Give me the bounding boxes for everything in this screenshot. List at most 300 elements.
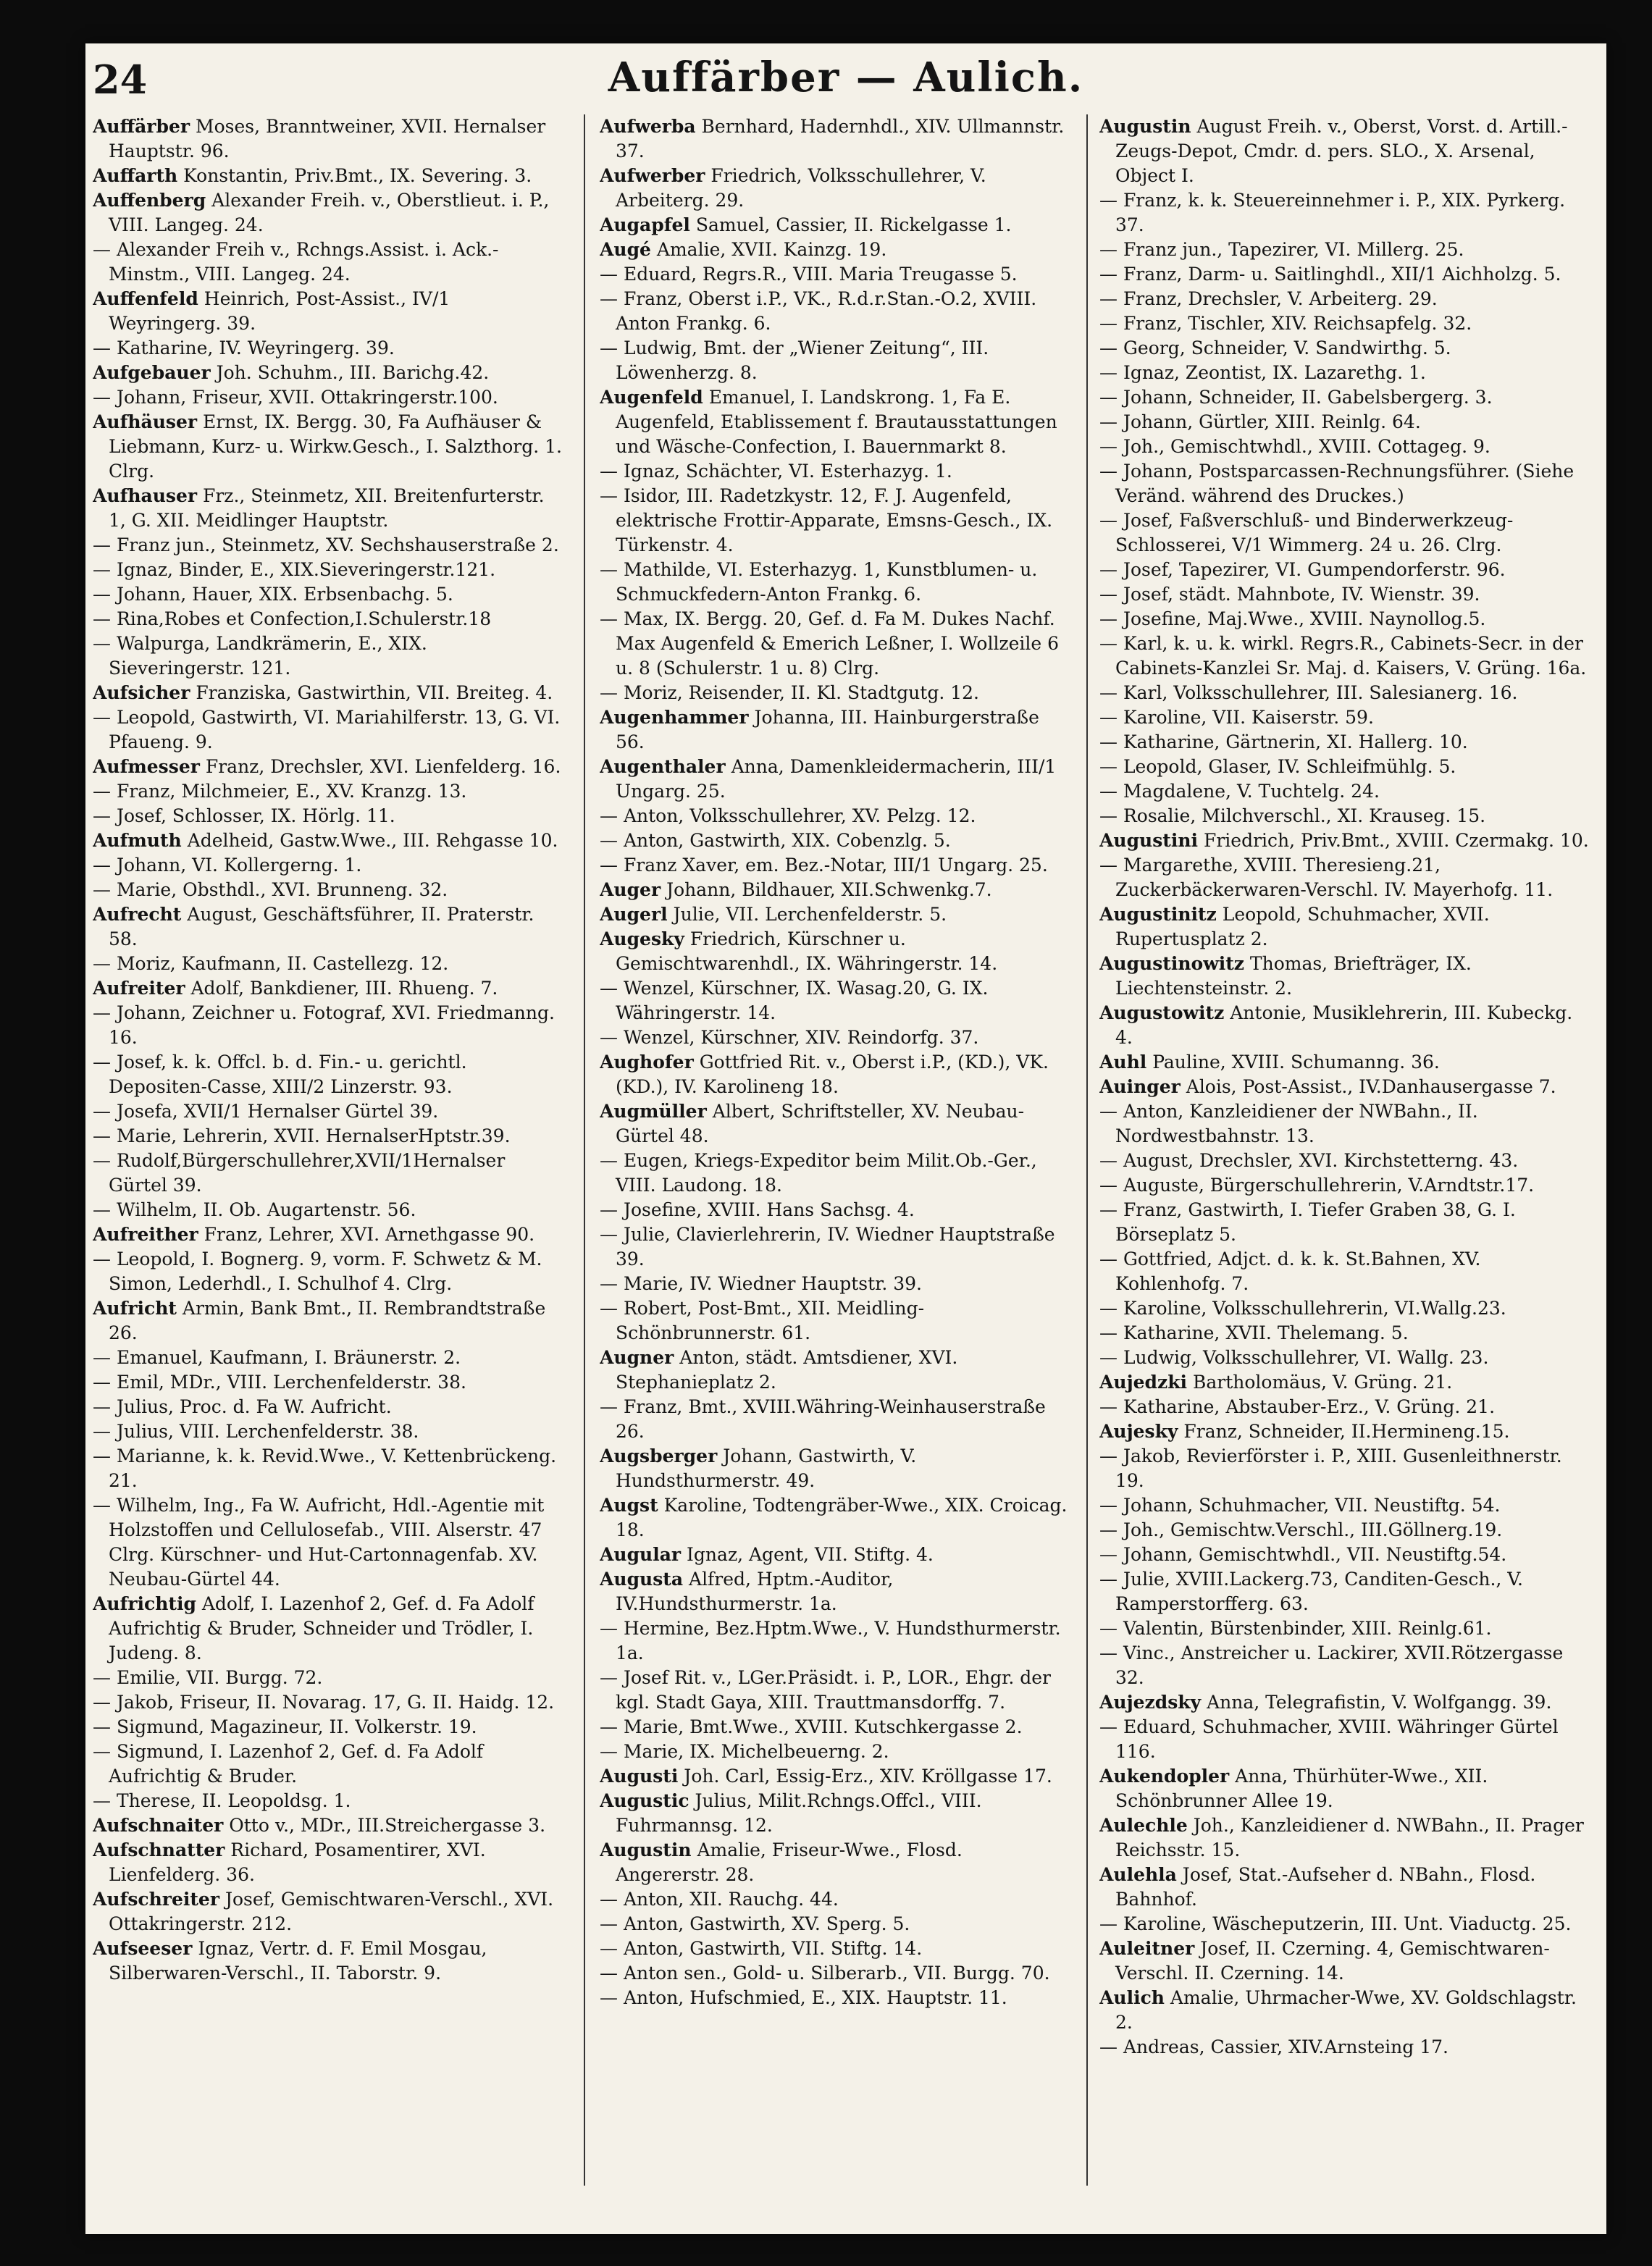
directory-entry [600,705,1070,755]
entry-text: — Ludwig, Bmt. der „Wiener Zeitung“, III. Löwenherzg. 8. [600,337,989,383]
entry-text: Leopold, Schuhmacher, XVII. Rupertusplatz 2. [1115,904,1490,949]
entry-text: Adelheid, Gastw.Wwe., III. Rehgasse 10. [181,830,558,851]
entry-text: — Eduard, Regrs.R., VIII. Maria Treugasse 5. [600,264,1018,285]
entry-text: — Emilie, VII. Burgg. 72. [93,1667,323,1688]
entry-text: — Franz, Tischler, XIV. Reichsapfelg. 32. [1099,313,1472,334]
directory-entry [93,976,563,1001]
entry-text: Franz, Schneider, II.Hermineng.15. [1178,1421,1510,1442]
directory-entry [1099,410,1592,435]
entry-text: — Julie, XVIII.Lackerg.73, Canditen-Gesch., V. Ramperstorfferg. 63. [1099,1569,1523,1614]
directory-entry [600,1543,1070,1567]
entry-text: Johann, Gastwirth, V. Hundsthurmerstr. 49. [616,1445,917,1491]
entry-surname: Aufgebauer [93,362,211,383]
entry-surname: Augesky [600,928,684,949]
entry-text: Thomas, Briefträger, IX. Liechtensteinstr. 2. [1115,953,1472,999]
entry-text: — Johann, Schuhmacher, VII. Neustiftg. 54. [1099,1495,1501,1516]
directory-entry [1099,1149,1592,1173]
directory-entry [93,1198,563,1222]
entry-text: — Sigmund, I. Lazenhof 2, Gef. d. Fa Adolf Aufrichtig & Bruder. [93,1741,484,1787]
directory-entry [1099,1641,1592,1690]
page-header [85,43,1606,112]
entry-text: — Josef, Schlosser, IX. Hörlg. 11. [93,805,395,826]
entry-surname: Aukendopler [1099,1766,1230,1787]
entry-text: — Andreas, Cassier, XIV.Arnsteing 17. [1099,2036,1448,2057]
directory-entry [93,607,563,631]
entry-text: — Josefine, Maj.Wwe., XVIII. Naynollog.5. [1099,608,1486,629]
directory-entry [1099,311,1592,336]
column-1 [93,114,563,2215]
entry-text: — Josef, städt. Mahnbote, IV. Wienstr. 39. [1099,584,1480,605]
directory-entry [600,1222,1070,1272]
directory-entry [600,1025,1070,1050]
entry-text: — Margarethe, XVIII. Theresieng.21, Zuckerbäckerwaren-Verschl. IV. Mayerhofg. 11. [1099,855,1554,900]
directory-entry [600,878,1070,902]
directory-entry [600,1936,1070,1961]
directory-entry [93,1493,563,1592]
directory-entry [93,681,563,705]
directory-entry [600,1740,1070,1764]
directory-entry [93,631,563,681]
entry-text: — Julius, Proc. d. Fa W. Aufricht. [93,1396,392,1417]
entry-text: — Wenzel, Kürschner, IX. Wasag.20, G. IX. Währingerstr. 14. [600,978,989,1023]
directory-entry [93,1740,563,1789]
entry-text: Heinrich, Post-Assist., IV/1 Weyringerg. 39. [109,288,450,334]
entry-text: — Karoline, VII. Kaiserstr. 59. [1099,707,1374,728]
entry-surname: Auffarth [93,165,178,186]
directory-entry [93,484,563,533]
directory-entry [600,1666,1070,1715]
directory-entry [93,1789,563,1813]
directory-entry [93,114,563,164]
entry-surname: Aufreiter [93,978,185,999]
directory-entry [1099,1198,1592,1247]
directory-entry [93,361,563,385]
entry-text: — Franz jun., Tapezirer, VI. Millerg. 25. [1099,239,1464,260]
entry-text: Armin, Bank Bmt., II. Rembrandtstraße 26. [109,1298,546,1343]
entry-text: Julius, Milit.Rchngs.Offcl., VIII. Fuhrmannsg. 12. [616,1790,982,1836]
directory-entry [600,1296,1070,1346]
directory-entry [600,828,1070,853]
entry-surname: Augapfel [600,214,690,235]
directory-entry [93,238,563,287]
directory-columns [93,114,1596,2215]
directory-entry [1099,1616,1592,1641]
entry-text: — Rosalie, Milchverschl., XI. Krauseg. 15. [1099,805,1486,826]
entry-surname: Aujezdsky [1099,1692,1202,1713]
entry-text: — Karl, Volksschullehrer, III. Salesianerg. 16. [1099,682,1518,703]
entry-text: — Josef, Tapezirer, VI. Gumpendorferstr. 96. [1099,559,1506,580]
directory-entry [93,1222,563,1247]
entry-text: — Eduard, Schuhmacher, XVIII. Währinger Gürtel 116. [1099,1716,1559,1762]
directory-entry [1099,1370,1592,1395]
entry-surname: Augst [600,1495,658,1516]
entry-text: Josef, Stat.-Aufseher d. NBahn., Flosd. Bahnhof. [1115,1864,1536,1910]
directory-entry [600,976,1070,1025]
entry-text: — Anton sen., Gold- u. Silberarb., VII. Burgg. 70. [600,1963,1050,1984]
entry-surname: Augenthaler [600,756,726,777]
directory-entry [93,878,563,902]
directory-entry [93,410,563,484]
directory-entry [1099,1001,1592,1050]
entry-text: Karoline, Todtengräber-Wwe., XIX. Croicag. 18. [616,1495,1068,1540]
entry-text: — Marie, Lehrerin, XVII. HernalserHptstr.39. [93,1125,511,1146]
entry-text: Adolf, Bankdiener, III. Rhueng. 7. [185,978,498,999]
entry-text: — Franz, Oberst i.P., VK., R.d.r.Stan.-O.2, XVIII. Anton Frankg. 6. [600,288,1037,334]
directory-entry [1099,1912,1592,1936]
entry-text: — Moriz, Reisender, II. Kl. Stadtgutg. 12. [600,682,979,703]
directory-entry [600,1616,1070,1666]
entry-text: Bernhard, Hadernhdl., XIV. Ullmannstr. 37. [616,116,1065,161]
directory-entry [600,114,1070,164]
directory-entry [93,902,563,952]
entry-surname: Aufrecht [93,904,182,925]
entry-text: — Ignaz, Zeontist, IX. Lazarethg. 1. [1099,362,1426,383]
entry-text: Alois, Post-Assist., IV.Danhausergasse 7. [1180,1076,1556,1097]
entry-text: — Franz jun., Steinmetz, XV. Sechshauserstraße 2. [93,534,559,555]
directory-entry [1099,755,1592,779]
directory-entry [1099,1863,1592,1912]
directory-entry [1099,435,1592,459]
directory-entry [93,1001,563,1050]
entry-text: — Valentin, Bürstenbinder, XIII. Reinlg.61. [1099,1618,1492,1639]
entry-surname: Augé [600,239,651,260]
entry-text: — Joh., Gemischtw.Verschl., III.Göllnerg.19. [1099,1519,1503,1540]
directory-entry [1099,1075,1592,1099]
entry-text: Julie, VII. Lerchenfelderstr. 5. [667,904,947,925]
directory-entry [93,1149,563,1198]
entry-surname: Augmüller [600,1101,707,1122]
entry-text: Johanna, III. Hainburgerstraße 56. [616,707,1039,752]
entry-text: — Marie, Bmt.Wwe., XVIII. Kutschkergasse 2. [600,1716,1023,1737]
page-number: 24 [93,56,148,103]
directory-entry [600,213,1070,238]
entry-text: Johann, Bildhauer, XII.Schwenkg.7. [661,879,992,900]
entry-surname: Aufschreiter [93,1889,219,1910]
directory-entry [93,533,563,558]
entry-text: August Freih. v., Oberst, Vorst. d. Artill.-Zeugs-Depot, Cmdr. d. pers. SLO., X. Arsenal, Object I. [1115,116,1568,186]
directory-entry [1099,558,1592,582]
entry-text: — Rudolf,Bürgerschullehrer,XVII/1Hernalser Gürtel 39. [93,1150,506,1196]
directory-entry [1099,1764,1592,1813]
entry-text: — Marie, IV. Wiedner Hauptstr. 39. [600,1273,922,1294]
entry-text: Ignaz, Agent, VII. Stiftg. 4. [681,1544,934,1565]
entry-surname: Augerl [600,904,668,925]
directory-entry [93,828,563,853]
entry-surname: Aufhäuser [93,411,198,432]
entry-surname: Augustin [1099,116,1191,137]
entry-surname: Aufreither [93,1224,198,1245]
directory-entry [600,558,1070,607]
entry-text: — Franz, Darm- u. Saitlinghdl., XII/1 Aichholzg. 5. [1099,264,1561,285]
entry-text: — Karl, k. u. k. wirkl. Regrs.R., Cabinets-Secr. in der Cabinets-Kanzlei Sr. Maj. d. Kaisers, V. Grüng. 16a. [1099,633,1587,679]
entry-text: — Leopold, I. Bognerg. 9, vorm. F. Schwetz & M. Simon, Lederhdl., I. Schulhof 4. Clrg. [93,1249,542,1294]
entry-text: — Anton, Volksschullehrer, XV. Pelzg. 12. [600,805,976,826]
directory-entry [600,1838,1070,1887]
directory-entry [1099,582,1592,607]
entry-text: — Josefine, XVIII. Hans Sachsg. 4. [600,1199,915,1220]
directory-entry [600,927,1070,976]
entry-text: — Ignaz, Binder, E., XIX.Sieveringerstr.121. [93,559,496,580]
entry-text: — Anton, Kanzleidiener der NWBahn., II. Nordwestbahnstr. 13. [1099,1101,1478,1146]
directory-entry [93,558,563,582]
directory-entry [1099,1715,1592,1764]
entry-surname: Aufmesser [93,756,200,777]
directory-entry [1099,287,1592,311]
directory-entry [600,1346,1070,1395]
entry-surname: Aufschnatter [93,1839,225,1860]
entry-text: — Max, IX. Bergg. 20, Gef. d. Fa M. Dukes Nachf. Max Augenfeld & Emerich Leßner, I. Wollzeile 6 u. 8 (Schulerstr. 1 u. 8) Clrg. [600,608,1060,679]
entry-text: Friedrich, Volksschullehrer, V. Arbeiterg. 29. [616,165,986,211]
directory-entry [93,1715,563,1740]
directory-entry [93,336,563,361]
entry-text: — Marie, IX. Michelbeuerng. 2. [600,1741,889,1762]
directory-entry [600,1961,1070,1986]
directory-entry [1099,459,1592,508]
entry-text: — Johann, Hauer, XIX. Erbsenbachg. 5. [93,584,453,605]
entry-text: Amalie, Friseur-Wwe., Flosd. Angererstr. 28. [616,1839,963,1885]
entry-surname: Auffenberg [93,190,206,211]
entry-text: Anton, städt. Amtsdiener, XVI. Stephanieplatz 2. [616,1347,958,1393]
entry-text: — Vinc., Anstreicher u. Lackirer, XVII.Rötzergasse 32. [1099,1642,1564,1688]
entry-text: — Isidor, III. Radetzkystr. 12, F. J. Augenfeld, elektrische Frottir-Apparate, Emsns-Gesch., IX. Türkenstr. 4. [600,485,1053,555]
entry-text: Antonie, Musiklehrerin, III. Kubeckg. 4. [1115,1002,1573,1048]
directory-entry [1099,1321,1592,1346]
entry-text: — Rina,Robes et Confection,I.Schulerstr.18 [93,608,492,629]
entry-text: — Julie, Clavierlehrerin, IV. Wiedner Hauptstraße 39. [600,1224,1055,1270]
entry-text: Amalie, XVII. Kainzg. 19. [650,239,887,260]
directory-entry [1099,2035,1592,2060]
directory-entry [600,1912,1070,1936]
directory-entry [1099,1444,1592,1493]
directory-entry [1099,1493,1592,1518]
entry-surname: Augusta [600,1569,684,1590]
entry-surname: Aufseeser [93,1938,193,1959]
entry-text: — Walpurga, Landkrämerin, E., XIX. Sieveringerstr. 121. [93,633,427,679]
entry-text: Konstantin, Priv.Bmt., IX. Severing. 3. [177,165,532,186]
entry-surname: Augner [600,1347,674,1368]
entry-surname: Auffärber [93,116,190,137]
entry-surname: Augustic [600,1790,689,1811]
directory-entry [600,459,1070,484]
directory-entry [600,1567,1070,1616]
directory-entry [600,902,1070,927]
directory-entry [1099,238,1592,262]
entry-surname: Augustowitz [1099,1002,1225,1023]
directory-entry [93,164,563,188]
directory-entry [1099,262,1592,287]
entry-text: — August, Drechsler, XVI. Kirchstetterng. 43. [1099,1150,1519,1171]
directory-entry [93,1370,563,1395]
directory-entry [1099,1986,1592,2035]
directory-entry [600,287,1070,336]
directory-entry [1099,779,1592,804]
directory-entry [1099,1296,1592,1321]
entry-text: — Julius, VIII. Lerchenfelderstr. 38. [93,1421,419,1442]
entry-text: — Auguste, Bürgerschullehrerin, V.Arndtstr.17. [1099,1175,1535,1196]
entry-text: — Ignaz, Schächter, VI. Esterhazyg. 1. [600,461,952,482]
entry-text: — Franz Xaver, em. Bez.-Notar, III/1 Ungarg. 25. [600,855,1048,876]
directory-entry [1099,952,1592,1001]
directory-entry [93,853,563,878]
directory-entry [600,1493,1070,1543]
directory-entry [600,1986,1070,2010]
directory-entry [600,681,1070,705]
directory-entry [93,952,563,976]
entry-text: — Joh., Gemischtwhdl., XVIII. Cottageg. 9. [1099,436,1490,457]
directory-entry [1099,730,1592,755]
entry-text: Friedrich, Priv.Bmt., XVIII. Czermakg. 10. [1198,830,1589,851]
entry-text: Pauline, XVIII. Schumanng. 36. [1146,1052,1440,1073]
entry-text: — Josef Rit. v., LGer.Präsidt. i. P., LOR., Ehgr. der kgl. Stadt Gaya, XIII. Trauttmansdorffg. 7. [600,1667,1052,1713]
column-2 [600,114,1070,2215]
entry-text: — Johann, Gemischtwhdl., VII. Neustiftg.54. [1099,1544,1507,1565]
entry-text: — Johann, Postsparcassen-Rechnungsführer. (Siehe Veränd. während des Druckes.) [1099,461,1575,506]
running-head: Auffärber — Aulich. [608,54,1084,101]
entry-text: — Magdalene, V. Tuchtelg. 24. [1099,781,1380,802]
directory-entry [1099,188,1592,238]
entry-text: — Anton, Gastwirth, XIX. Cobenzlg. 5. [600,830,951,851]
directory-entry [1099,508,1592,558]
entry-text: — Leopold, Glaser, IV. Schleifmühlg. 5. [1099,756,1456,777]
entry-text: — Ludwig, Volksschullehrer, VI. Wallg. 23. [1099,1347,1489,1368]
directory-entry [93,287,563,336]
entry-text: — Johann, Zeichner u. Fotograf, XVI. Friedmanng. 16. [93,1002,555,1048]
entry-text: Joh., Kanzleidiener d. NWBahn., II. Prager Reichsstr. 15. [1115,1815,1584,1860]
entry-text: Josef, Gemischtwaren-Verschl., XVI. Ottakringerstr. 212. [109,1889,554,1934]
entry-text: — Anton, XII. Rauchg. 44. [600,1889,839,1910]
entry-surname: Aufmuth [93,830,182,851]
directory-entry [93,705,563,755]
directory-entry [93,582,563,607]
directory-entry [1099,1419,1592,1444]
entry-surname: Auhl [1099,1052,1147,1073]
entry-surname: Aujedzki [1099,1372,1188,1393]
directory-entry [600,1395,1070,1444]
entry-surname: Augenhammer [600,707,749,728]
directory-entry [600,484,1070,558]
entry-text: Albert, Schriftsteller, XV. Neubau-Gürtel 48. [616,1101,1025,1146]
entry-text: — Georg, Schneider, V. Sandwirthg. 5. [1099,337,1451,358]
directory-entry [93,1444,563,1493]
entry-text: Alfred, Hptm.-Auditor, IV.Hundsthurmerstr. 1a. [616,1569,894,1614]
directory-entry [1099,1690,1592,1715]
directory-entry [93,1666,563,1690]
entry-text: — Eugen, Kriegs-Expeditor beim Milit.Ob.-Ger., VIII. Laudong. 18. [600,1150,1037,1196]
entry-surname: Augustinowitz [1099,953,1244,974]
directory-entry [1099,853,1592,902]
directory-entry [93,1838,563,1887]
entry-text: — Franz, Bmt., XVIII.Währing-Weinhauserstraße 26. [600,1396,1046,1442]
entry-text: — Gottfried, Adjct. d. k. k. St.Bahnen, XV. Kohlenhofg. 7. [1099,1249,1481,1294]
directory-entry [1099,902,1592,952]
entry-text: — Anton, Hufschmied, E., XIX. Hauptstr. 11. [600,1987,1007,2008]
entry-text: — Josef, k. k. Offcl. b. d. Fin.- u. gerichtl. Depositen-Casse, XIII/2 Linzerstr. 93. [93,1052,467,1097]
entry-text: Anna, Damenkleidermacherin, III/1 Ungarg. 25. [616,756,1057,802]
entry-text: — Jakob, Revierförster i. P., XIII. Gusenleithnerstr. 19. [1099,1445,1562,1491]
entry-surname: Auinger [1099,1076,1181,1097]
directory-entry [93,1887,563,1936]
column-divider [1086,114,1088,2186]
directory-entry [1099,631,1592,681]
directory-entry [93,1936,563,1986]
entry-text: Friedrich, Kürschner u. Gemischtwarenhdl., IX. Währingerstr. 14. [616,928,998,974]
directory-entry [600,1198,1070,1222]
directory-entry [93,779,563,804]
entry-text: — Katharine, IV. Weyringerg. 39. [93,337,395,358]
directory-entry [1099,607,1592,631]
entry-surname: Augsberger [600,1445,718,1466]
column-divider [584,114,585,2186]
entry-text: Ignaz, Vertr. d. F. Emil Mosgau, Silberwaren-Verschl., II. Taborstr. 9. [109,1938,487,1984]
directory-entry [600,755,1070,804]
entry-text: — Jakob, Friseur, II. Novarag. 17, G. II. Haidg. 12. [93,1692,555,1713]
entry-text: Franziska, Gastwirthin, VII. Breiteg. 4. [190,682,553,703]
entry-text: Alexander Freih. v., Oberstlieut. i. P., VIII. Langeg. 24. [109,190,550,235]
entry-surname: Aufricht [93,1298,177,1319]
entry-text: — Katharine, XVII. Thelemang. 5. [1099,1322,1409,1343]
entry-text: Josef, II. Czerning. 4, Gemischtwaren-Verschl. II. Czerning. 14. [1115,1938,1550,1984]
entry-text: — Sigmund, Magazineur, II. Volkerstr. 19. [93,1716,477,1737]
directory-entry [600,1272,1070,1296]
entry-text: — Johann, VI. Kollergerng. 1. [93,855,362,876]
directory-entry [93,1296,563,1346]
entry-text: — Wilhelm, Ing., Fa W. Aufricht, Hdl.-Agentie mit Holzstoffen und Cellulosefab., VIII. Alserstr. 47 Clrg. Kürschner- und Hut-Cartonnagenfab. XV. Neubau-Gürtel 44. [93,1495,545,1590]
entry-text: — Emanuel, Kaufmann, I. Bräunerstr. 2. [93,1347,461,1368]
entry-surname: Augustin [600,1839,692,1860]
directory-page [85,43,1606,2234]
directory-entry [600,1715,1070,1740]
entry-text: — Wenzel, Kürschner, XIV. Reindorfg. 37. [600,1027,979,1048]
entry-text: Moses, Branntweiner, XVII. Hernalser Hauptstr. 96. [109,116,546,161]
directory-entry [93,1592,563,1666]
entry-text: Richard, Posamentirer, XVI. Lienfelderg. 36. [109,1839,486,1885]
entry-text: — Wilhelm, II. Ob. Augartenstr. 56. [93,1199,416,1220]
directory-entry [600,607,1070,681]
directory-entry [93,1050,563,1099]
directory-entry [1099,114,1592,188]
entry-text: Franz, Lehrer, XVI. Arnethgasse 90. [198,1224,535,1245]
directory-entry [1099,705,1592,730]
column-3 [1099,114,1592,2215]
entry-text: Franz, Drechsler, XVI. Lienfelderg. 16. [199,756,561,777]
entry-text: Samuel, Cassier, II. Rickelgasse 1. [689,214,1012,235]
entry-surname: Augustini [1099,830,1199,851]
directory-entry [1099,828,1592,853]
entry-text: Emanuel, I. Landskrong. 1, Fa E. Augenfeld, Etablissement f. Brautausstattungen und Wäsche-Confection, I. Bauernmarkt 8. [616,387,1057,457]
directory-entry [1099,1395,1592,1419]
entry-text: — Marianne, k. k. Revid.Wwe., V. Kettenbrückeng. 21. [93,1445,557,1491]
directory-entry [1099,1173,1592,1198]
directory-entry [600,164,1070,213]
directory-entry [93,188,563,238]
entry-surname: Aufrichtig [93,1593,196,1614]
directory-entry [600,336,1070,385]
entry-text: — Karoline, Wäscheputzerin, III. Unt. Viaductg. 25. [1099,1913,1572,1934]
entry-text: — Robert, Post-Bmt., XII. Meidling-Schönbrunnerstr. 61. [600,1298,925,1343]
directory-entry [600,238,1070,262]
directory-entry [600,804,1070,828]
directory-entry [600,1764,1070,1789]
entry-text: — Johann, Schneider, II. Gabelsbergerg. 3. [1099,387,1493,408]
entry-surname: Aufsicher [93,682,190,703]
directory-entry [1099,385,1592,410]
directory-entry [93,1419,563,1444]
directory-entry [600,262,1070,287]
entry-surname: Aulechle [1099,1815,1188,1836]
entry-text: — Franz, k. k. Steuereinnehmer i. P., XIX. Pyrkerg. 37. [1099,190,1566,235]
directory-entry [93,755,563,779]
entry-text: Joh. Carl, Essig-Erz., XIV. Kröllgasse 17. [678,1766,1052,1787]
